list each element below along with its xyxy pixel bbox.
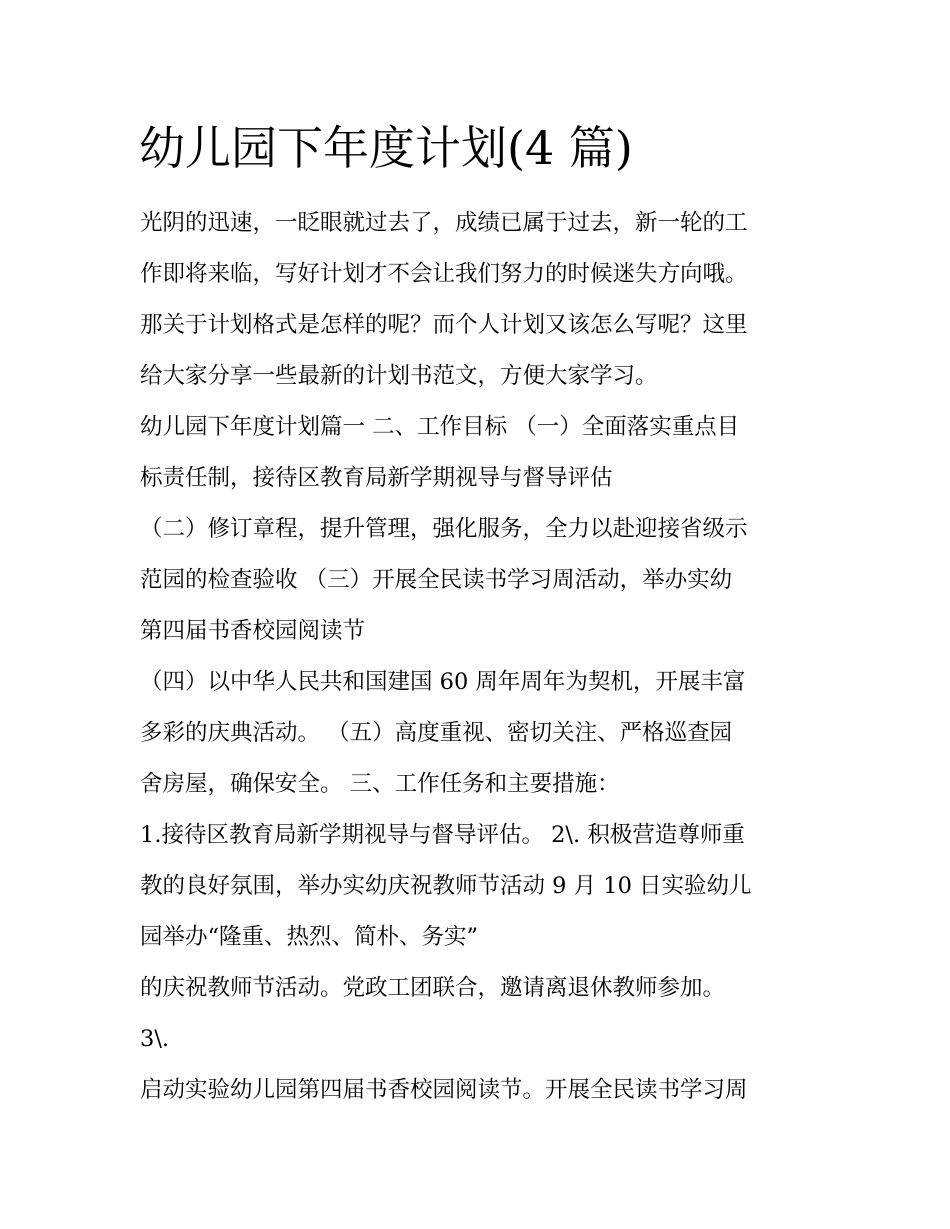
- text-line: 启动实验幼儿园第四届书香校园阅读节。开展全民读书学习周: [140, 1077, 748, 1103]
- text-line: 的庆祝教师节活动。党政工团联合，邀请离退休教师参加。: [140, 975, 726, 1001]
- text-line: 范园的检查验收 （三）开展全民读书学习周活动，举办实幼: [140, 567, 733, 593]
- text-line: 第四届书香校园阅读节: [140, 618, 366, 644]
- text-line: 3\.: [140, 1026, 170, 1052]
- paragraph-goals: [140, 402, 812, 504]
- paragraph-goal-4-5: [140, 657, 812, 810]
- text-line: 给大家分享一些最新的计划书范文，方便大家学习。: [140, 363, 658, 389]
- document-body: [140, 198, 812, 1116]
- text-line: 舍房屋，确保安全。 三、工作任务和主要措施：: [140, 771, 620, 797]
- text-line: 园举办“隆重、热烈、简朴、务实”: [140, 924, 479, 950]
- text-line: （二）修订章程，提升管理，强化服务，全力以赴迎接省级示: [140, 516, 748, 542]
- paragraph-intro: [140, 198, 812, 402]
- text-line: 幼儿园下年度计划篇一 二、工作目标 （一）全面落实重点目: [140, 414, 740, 440]
- text-line: 光阴的迅速，一眨眼就过去了，成绩已属于过去，新一轮的工: [140, 210, 748, 236]
- text-line: 作即将来临，写好计划才不会让我们努力的时候迷失方向哦。: [140, 261, 748, 287]
- text-line: 1.接待区教育局新学期视导与督导评估。 2\. 积极营造尊师重: [140, 822, 745, 848]
- text-line: 多彩的庆典活动。 （五）高度重视、密切关注、严格巡查园: [140, 720, 733, 746]
- text-line: 那关于计划格式是怎样的呢？而个人计划又该怎么写呢？这里: [140, 312, 748, 338]
- paragraph-teachers-day: [140, 963, 812, 1065]
- paragraph-goal-2-3: [140, 504, 812, 657]
- text-line: 标责任制，接待区教育局新学期视导与督导评估: [140, 465, 613, 491]
- text-line: （四）以中华人民共和国建国 60 周年周年为契机，开展丰富: [140, 669, 746, 695]
- paragraph-tasks: [140, 810, 812, 963]
- document-title: 幼儿园下年度计划(4 篇): [139, 121, 633, 175]
- paragraph-reading-festival: [140, 1065, 812, 1116]
- text-line: 教的良好氛围，举办实幼庆祝教师节活动 9 月 10 日实验幼儿: [140, 873, 752, 899]
